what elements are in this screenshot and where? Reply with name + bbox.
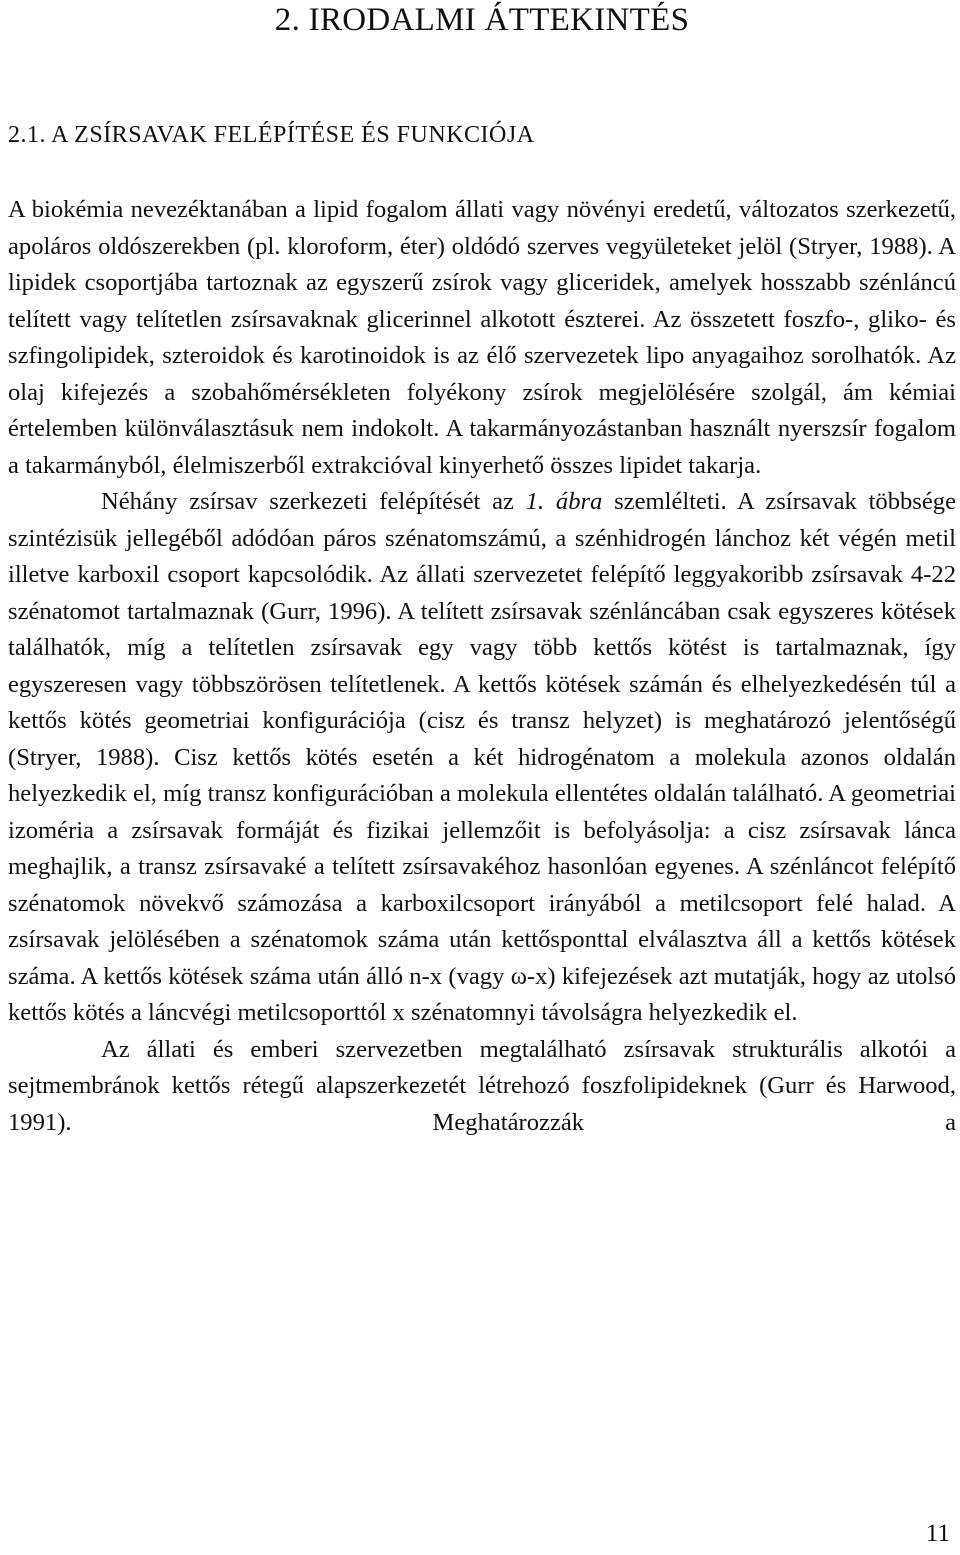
chapter-title: 2. IRODALMI ÁTTEKINTÉS: [274, 2, 690, 38]
paragraph-text-before-figure-ref: Néhány zsírsav szerkezeti felépítését az: [101, 488, 526, 515]
page-number: 11: [925, 1520, 950, 1547]
paragraph-fatty-acid-structure: [8, 484, 956, 1032]
figure-reference-word[interactable]: ábra: [555, 488, 603, 515]
figure-reference-number[interactable]: 1.: [525, 488, 545, 515]
paragraph-text-after-figure-ref: szemlélteti. A zsírsavak többsége szintézisük jellegéből adódóan páros szénatomszámú, a szénhidrogén lánchoz két végén metil illetve karboxil csoport kapcsolódik. Az állati szervezetet felépítő leggyakoribb zsírsavak 4-22 szénatomot tartalmaznak (Gurr, 1996). A telített zsírsavak szénláncában csak egyszeres kötések találhatók, míg a telítetlen zsírsavak egy vagy több kettős kötést is tartalmaznak, így egyszeresen vagy többszörösen telítetlenek. A kettős kötések számán és elhelyezkedésén túl a kettős kötés geometriai konfigurációja (cisz és transz helyzet) is meghatározó jelentőségű (Stryer, 1988). Cisz kettős kötés esetén a két hidrogénatom a molekula azonos oldalán helyezkedik el, míg transz konfigurációban a molekula ellentétes oldalán található. A geometriai izoméria a zsírsavak formáját és fizikai jellemzőit is befolyásolja: a cisz zsírsavak lánca meghajlik, a transz zsírsavaké a telített zsírsavakéhoz hasonlóan egyenes. A szénláncot felépítő szénatomok növekvő számozása a karboxilcsoport irányából a metilcsoport felé halad. A zsírsavak jelölésében a szénatomok száma után kettősponttal elválasztva áll a kettős kötések száma. A kettős kötések száma után álló n-x (vagy ω-x) kifejezések azt mutatják, hogy az utolsó kettős kötés a láncvégi metilcsoporttól x szénatomnyi távolságra helyezkedik el.: [8, 488, 956, 1026]
paragraph-membrane-role: Az állati és emberi szervezetben megtalálható zsírsavak strukturális alkotói a sejtmembránok kettős rétegű alapszerkezetét létrehozó foszfolipideknek (Gurr és Harwood, 1991). Meghatározzák a: [8, 1035, 956, 1136]
body-text: [8, 192, 956, 1141]
paragraph-lipid-definition: A biokémia nevezéktanában a lipid fogalom állati vagy növényi eredetű, változatos szerkezetű, apoláros oldószerekben (pl. kloroform, éter) oldódó szerves vegyületeket jelöl (Stryer, 1988). A lipidek csoportjába tartoznak az egyszerű zsírok vagy gliceridek, amelyek hosszabb szénláncú telített vagy telítetlen zsírsavaknak glicerinnel alkotott észterei. Az összetett foszfo-, gliko- és szfingolipidek, szteroidok és karotinoidok is az élő szervezetek lipo anyagaihoz sorolhatók. Az olaj kifejezés a szobahőmérsékleten folyékony zsírok megjelölésére szolgál, ám kémiai értelemben különválasztásuk nem indokolt. A takarmányozástanban használt nyerszsír fogalom a takarmányból, élelmiszerből extrakcióval kinyerhető összes lipidet takarja.: [8, 196, 956, 479]
section-heading: 2.1. A ZSÍRSAVAK FELÉPÍTÉSE ÉS FUNKCIÓJA: [8, 122, 535, 148]
